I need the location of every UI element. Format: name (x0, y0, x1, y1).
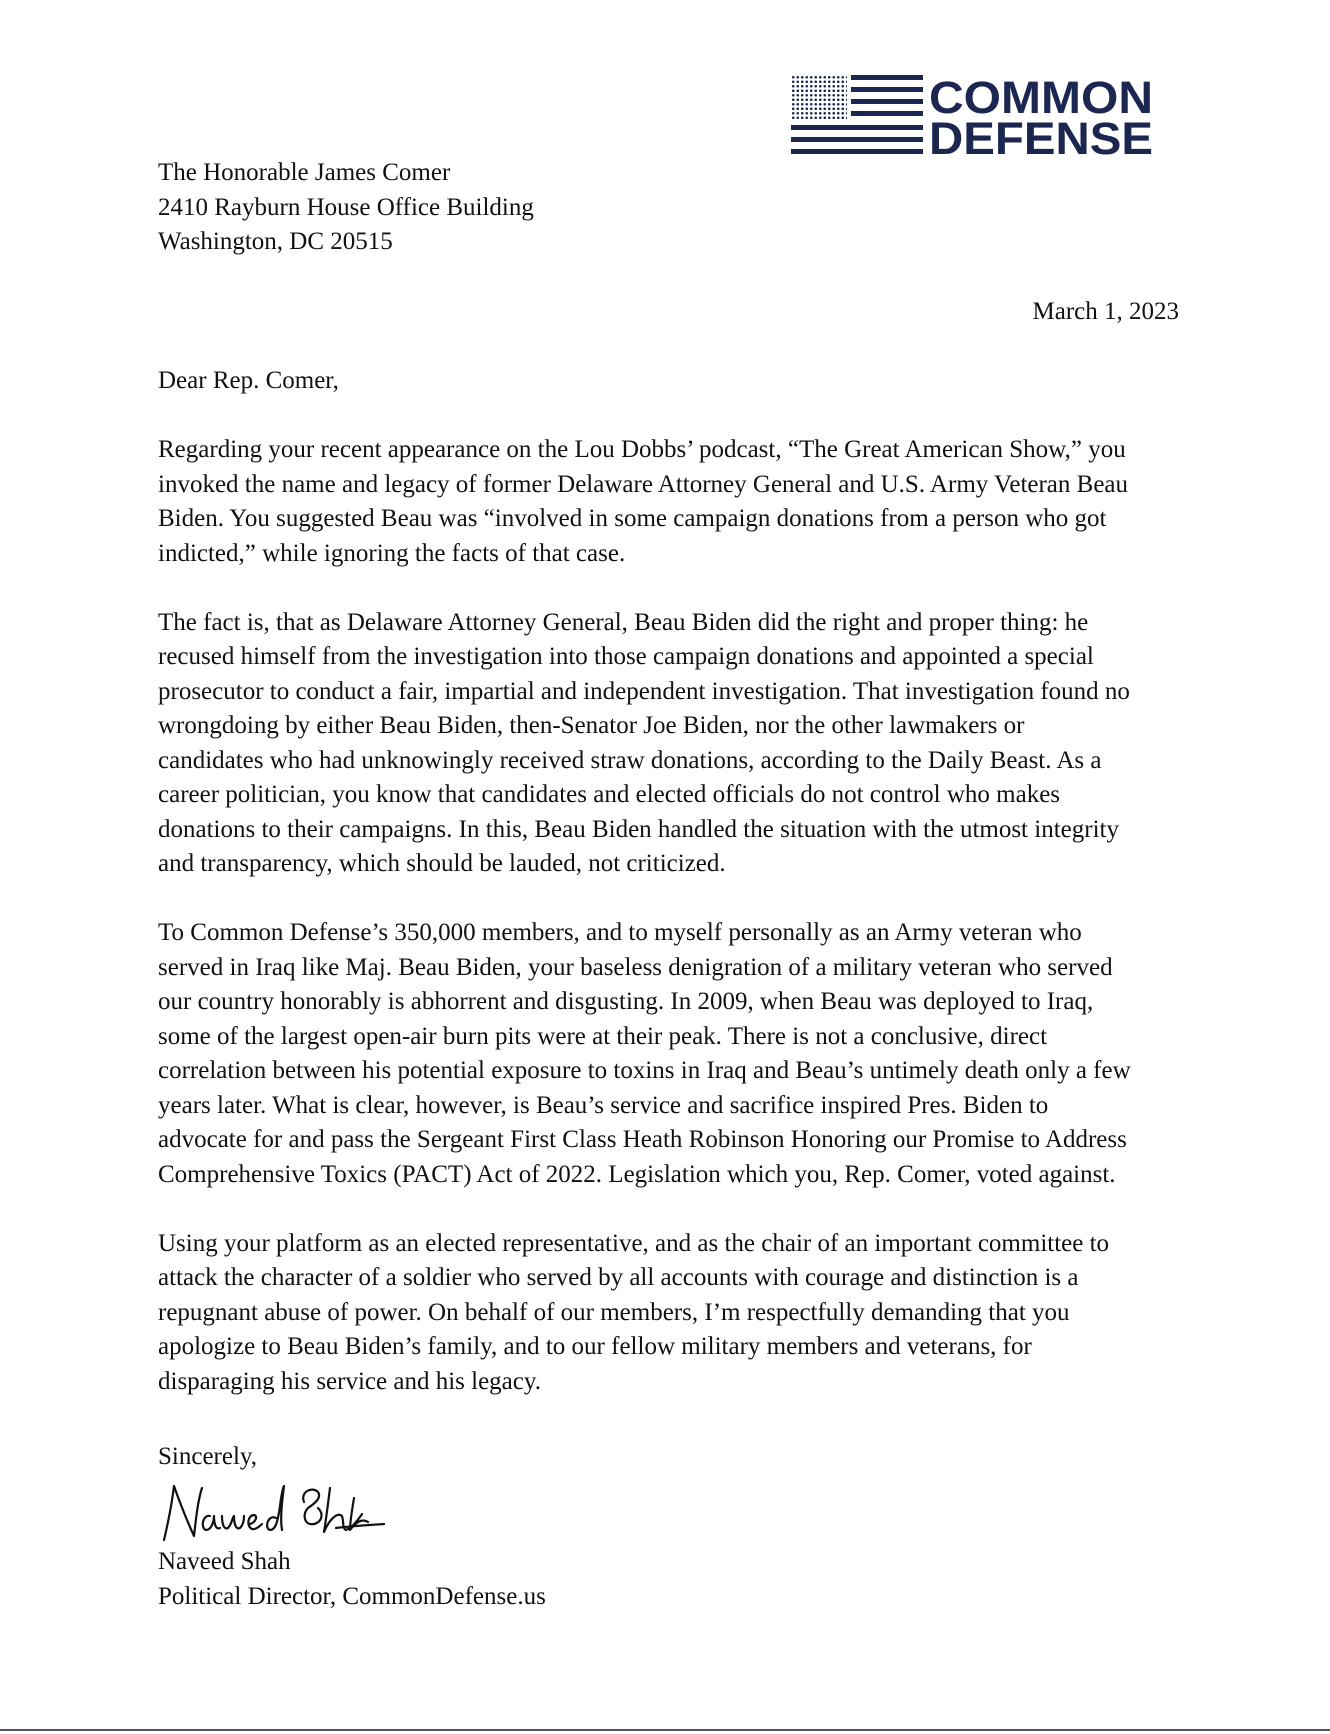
text-line: Regarding your recent appearance on the Lou Dobbs’ podcast, “The Great American Show,” you (158, 436, 1126, 463)
text-line: and transparency, which should be lauded, not criticized. (158, 850, 726, 877)
letter-body (158, 433, 1188, 1434)
text-line: served in Iraq like Maj. Beau Biden, your baseless denigration of a military veteran who served (158, 953, 1113, 981)
text-line: To Common Defense’s 350,000 members, and to myself personally as an Army veteran who (158, 919, 1082, 946)
closing: Sincerely, (158, 1443, 258, 1470)
text-line: advocate for and pass the Sergeant First Class Heath Robinson Honoring our Promise to Address (158, 1126, 1127, 1153)
text-line: our country honorably is abhorrent and disgusting. In 2009, when Beau was deployed to Iraq, (158, 988, 1094, 1015)
flag-stripes-icon (791, 75, 1155, 155)
text-line: prosecutor to conduct a fair, impartial and independent investigation. That investigation found no (158, 677, 1130, 705)
text-line: invoked the name and legacy of former Delaware Attorney General and U.S. Army Veteran Beau (158, 470, 1129, 498)
paragraph (158, 433, 1188, 571)
common-defense-logo (791, 75, 1155, 155)
salutation: Dear Rep. Comer, (158, 367, 339, 394)
logo-line-2: DEFENSE (929, 113, 1153, 155)
text-line: Comprehensive Toxics (PACT) Act of 2022. Legislation which you, Rep. Comer, voted against. (158, 1160, 1116, 1188)
recipient-name: The Honorable James Comer (158, 159, 451, 186)
recipient-address (158, 156, 534, 260)
text-line: attack the character of a soldier who served by all accounts with courage and distinction is a (158, 1264, 1079, 1291)
text-line: repugnant abuse of power. On behalf of our members, I’m respectfully demanding that you (158, 1298, 1070, 1326)
text-line: The fact is, that as Delaware Attorney General, Beau Biden did the right and proper thing: he (158, 608, 1089, 636)
text-line: career politician, you know that candidates and elected officials do not control who makes (158, 781, 1061, 808)
text-line: Biden. You suggested Beau was “involved in some campaign donations from a person who got (158, 505, 1107, 532)
text-line: apologize to Beau Biden’s family, and to our fellow military members and veterans, for (158, 1333, 1032, 1360)
paragraph (158, 606, 1188, 882)
letter-date: March 1, 2023 (1032, 298, 1179, 325)
text-line: correlation between his potential exposure to toxins in Iraq and Beau’s untimely death only a few (158, 1057, 1131, 1084)
recipient-city: Washington, DC 20515 (158, 228, 393, 255)
text-line: indicted,” while ignoring the facts of that case. (158, 539, 626, 567)
handwritten-signature (158, 1478, 388, 1548)
text-line: donations to their campaigns. In this, Beau Biden handled the situation with the utmost integrity (158, 815, 1119, 843)
text-line: Using your platform as an elected representative, and as the chair of an important committee to (158, 1229, 1110, 1257)
page-bottom-divider (0, 1729, 1330, 1731)
paragraph (158, 916, 1188, 1192)
paragraph (158, 1227, 1188, 1400)
logo-line-1: COMMON (929, 75, 1153, 123)
text-line: some of the largest open-air burn pits were at their peak. There is not a conclusive, direct (158, 1022, 1048, 1050)
signer-name: Naveed Shah (158, 1548, 291, 1575)
text-line: candidates who had unknowingly received straw donations, according to the Daily Beast. As a (158, 746, 1102, 774)
signer-block (158, 1545, 546, 1614)
signer-title: Political Director, CommonDefense.us (158, 1582, 546, 1610)
text-line: disparaging his service and his legacy. (158, 1367, 541, 1395)
recipient-street: 2410 Rayburn House Office Building (158, 193, 534, 221)
text-line: wrongdoing by either Beau Biden, then-Senator Joe Biden, nor the other lawmakers or (158, 712, 1025, 739)
text-line: recused himself from the investigation into those campaign donations and appointed a special (158, 643, 1094, 670)
text-line: years later. What is clear, however, is Beau’s service and sacrifice inspired Pres. Biden to (158, 1091, 1049, 1119)
